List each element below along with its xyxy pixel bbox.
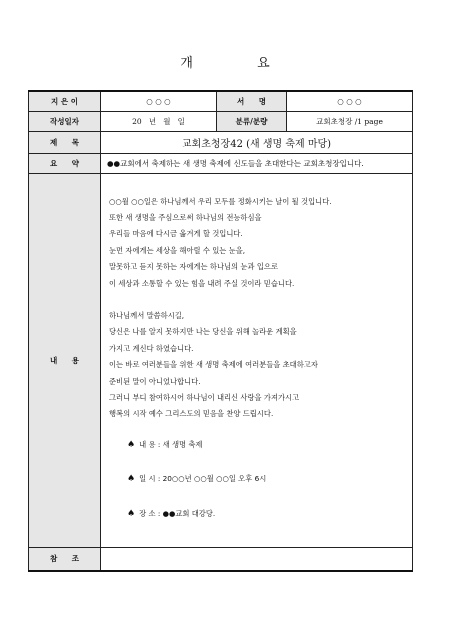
content-line: 말못하고 듣지 못하는 자에게는 하나님의 눈과 입으로 xyxy=(109,262,278,272)
event-item-text: 내 용 : 새 생명 축제 xyxy=(139,439,203,449)
content-line: 행복의 시작 예수 그리스도의 믿음을 찬양 드립시다. xyxy=(109,409,274,419)
reference-row xyxy=(29,547,413,571)
content-body xyxy=(101,173,413,547)
date-value: 20 년 월 일 xyxy=(101,111,217,131)
subject-row xyxy=(29,131,413,153)
spade-icon: ♠ xyxy=(127,474,136,485)
spade-icon: ♠ xyxy=(127,439,136,450)
content-line: 준비된 말이 아니었나합니다. xyxy=(109,376,201,386)
summary-row xyxy=(29,153,413,173)
summary-value: ●●교회에서 축제하는 새 생명 축제에 신도들을 초대한다는 교회초청장입니다. xyxy=(101,153,413,173)
document-form-table xyxy=(28,90,413,572)
content-paragraph-2 xyxy=(109,308,404,423)
reference-value xyxy=(101,547,413,571)
event-item-text: 일 시 : 20○○년 ○○월 ○○일 오후 6시 xyxy=(139,474,267,484)
content-line: 눈먼 자에게는 세상을 해아릴 수 있는 눈을, xyxy=(109,245,246,255)
content-label: 내 용 xyxy=(29,173,101,547)
content-row xyxy=(29,173,413,547)
content-paragraph-1 xyxy=(109,194,404,292)
content-line: ○○월 ○○일은 하나님께서 우리 모두를 정화시키는 날이 될 것입니다. xyxy=(109,196,332,206)
writer-row xyxy=(29,91,413,111)
content-line: 이는 바로 여러분들을 위한 새 생명 축제에 여러분들을 초대하고자 xyxy=(109,360,318,370)
event-item-text: 장 소 : ●●교회 대강당. xyxy=(139,508,216,518)
content-line: 그러니 부디 참여하시어 하나님이 내리신 사랑을 가져가시고 xyxy=(109,392,300,402)
signature-label: 서 명 xyxy=(217,91,287,111)
reference-label: 참 조 xyxy=(29,547,101,571)
content-line: 또한 새 생명을 주심으로써 하나님의 전능하심을 xyxy=(109,212,262,222)
content-line: 가지고 계신다 하였습니다. xyxy=(109,343,194,353)
writer-value: ○ ○ ○ xyxy=(101,91,217,111)
summary-label: 요 약 xyxy=(29,153,101,173)
content-line: 하나님께서 말씀하시길, xyxy=(109,310,185,320)
writer-label: 지 은 이 xyxy=(29,91,101,111)
subject-value: 교회초청장42 (새 생명 축제 마당) xyxy=(101,131,413,153)
event-item-datetime xyxy=(127,471,404,487)
date-row xyxy=(29,111,413,131)
spade-icon: ♠ xyxy=(127,508,136,519)
signature-value: ○ ○ ○ xyxy=(287,91,413,111)
content-line: 우리들 마음에 다시금 옮겨게 할 것입니다. xyxy=(109,229,243,239)
page-title: 개 요 xyxy=(180,56,300,71)
date-label: 작성일자 xyxy=(29,111,101,131)
event-item-content xyxy=(127,437,404,453)
event-item-location xyxy=(127,506,404,522)
content-line: 이 세상과 소통할 수 있는 힘을 내려 주실 것이라 믿습니다. xyxy=(109,278,295,288)
category-value: 교회초청장 /1 page xyxy=(287,111,413,131)
content-line: 당신은 나를 알지 못하지만 나는 당신을 위해 놀라운 계획을 xyxy=(109,327,297,337)
subject-label: 제 목 xyxy=(29,131,101,153)
category-label: 분류/분량 xyxy=(217,111,287,131)
